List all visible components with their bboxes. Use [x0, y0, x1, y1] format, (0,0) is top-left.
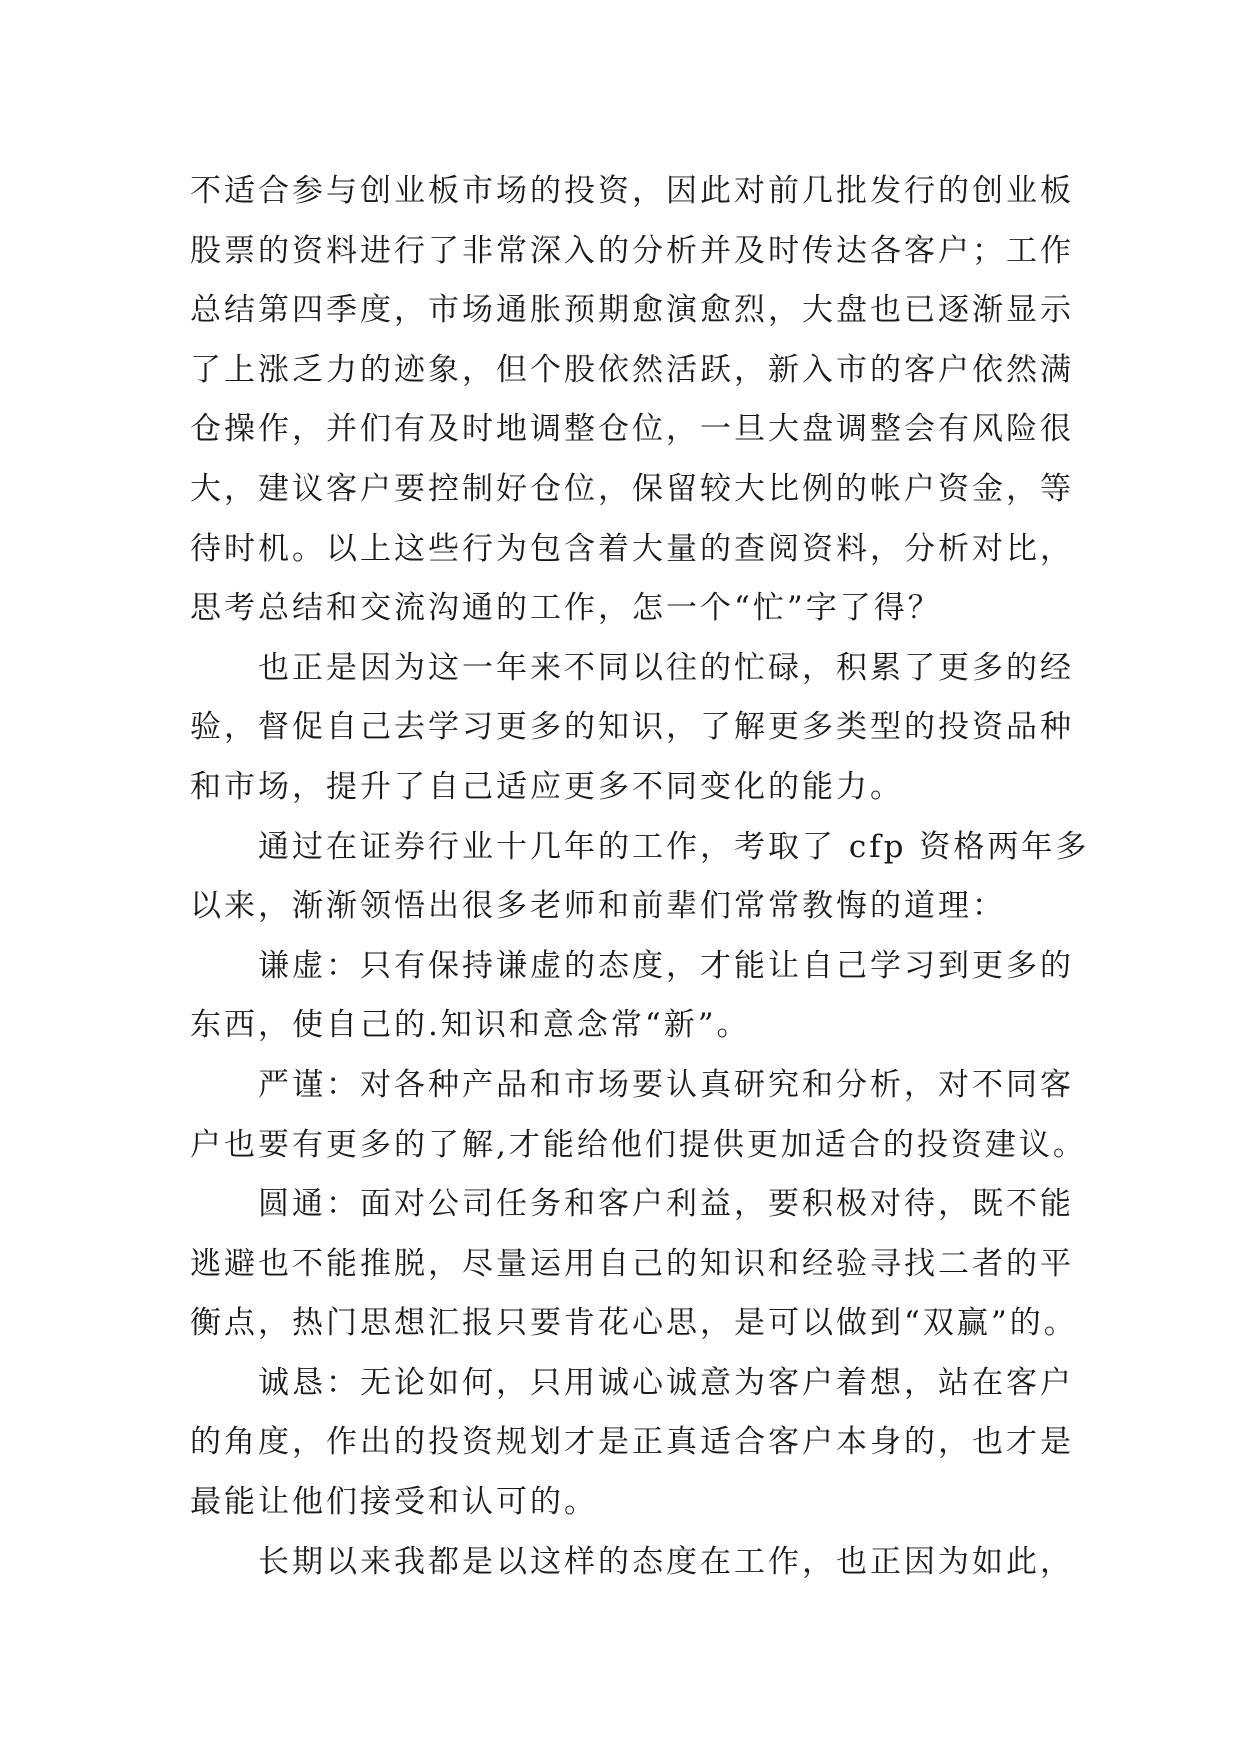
text-line: 通过在证券行业十几年的工作，考取了 cfp 资格两年多 [190, 828, 1090, 865]
text-line: 验，督促自己去学习更多的知识，了解更多类型的投资品种 [190, 709, 1074, 746]
text-line: 思考总结和交流沟通的工作，怎一个“忙”字了得？ [190, 590, 942, 627]
text-line: 和市场，提升了自己适应更多不同变化的能力。 [190, 768, 904, 805]
text-line: 最能让他们接受和认可的。 [190, 1484, 598, 1521]
text-line: 以来，渐渐领悟出很多老师和前辈们常常教悔的道理： [190, 888, 1006, 925]
text-line: 诚恳：无论如何，只用诚心诚意为客户着想，站在客户 [190, 1364, 1074, 1401]
text-line: 逃避也不能推脱，尽量运用自己的知识和经验寻找二者的平 [190, 1245, 1074, 1282]
text-line: 也正是因为这一年来不同以往的忙碌，积累了更多的经 [190, 649, 1074, 686]
text-line: 东西，使自己的.知识和意念常“新”。 [190, 1007, 751, 1044]
text-line: 仓操作，并们有及时地调整仓位，一旦大盘调整会有风险很 [190, 411, 1074, 448]
text-line: 待时机。以上这些行为包含着大量的查阅资料，分析对比， [190, 530, 1074, 567]
text-line: 大，建议客户要控制好仓位，保留较大比例的帐户资金，等 [190, 470, 1074, 507]
text-line: 总结第四季度，市场通胀预期愈演愈烈，大盘也已逐渐显示 [190, 292, 1074, 329]
text-line: 了上涨乏力的迹象，但个股依然活跃，新入市的客户依然满 [190, 351, 1074, 388]
text-line: 谦虚：只有保持谦虚的态度，才能让自己学习到更多的 [190, 947, 1074, 984]
text-line: 股票的资料进行了非常深入的分析并及时传达各客户；工作 [190, 232, 1074, 269]
text-line: 不适合参与创业板市场的投资，因此对前几批发行的创业板 [190, 173, 1074, 209]
text-line: 的角度，作出的投资规划才是正真适合客户本身的，也才是 [190, 1424, 1074, 1461]
body-text [190, 162, 1090, 1592]
text-line: 圆通：面对公司任务和客户利益，要积极对待，既不能 [190, 1186, 1074, 1223]
text-line: 长期以来我都是以这样的态度在工作，也正因为如此， [190, 1543, 1074, 1580]
text-line: 严谨：对各种产品和市场要认真研究和分析，对不同客 [190, 1066, 1074, 1103]
text-line: 衡点，热门思想汇报只要肯花心思，是可以做到“双赢”的。 [190, 1305, 1078, 1342]
text-line: 户也要有更多的了解,才能给他们提供更加适合的投资建议。 [190, 1126, 1087, 1163]
